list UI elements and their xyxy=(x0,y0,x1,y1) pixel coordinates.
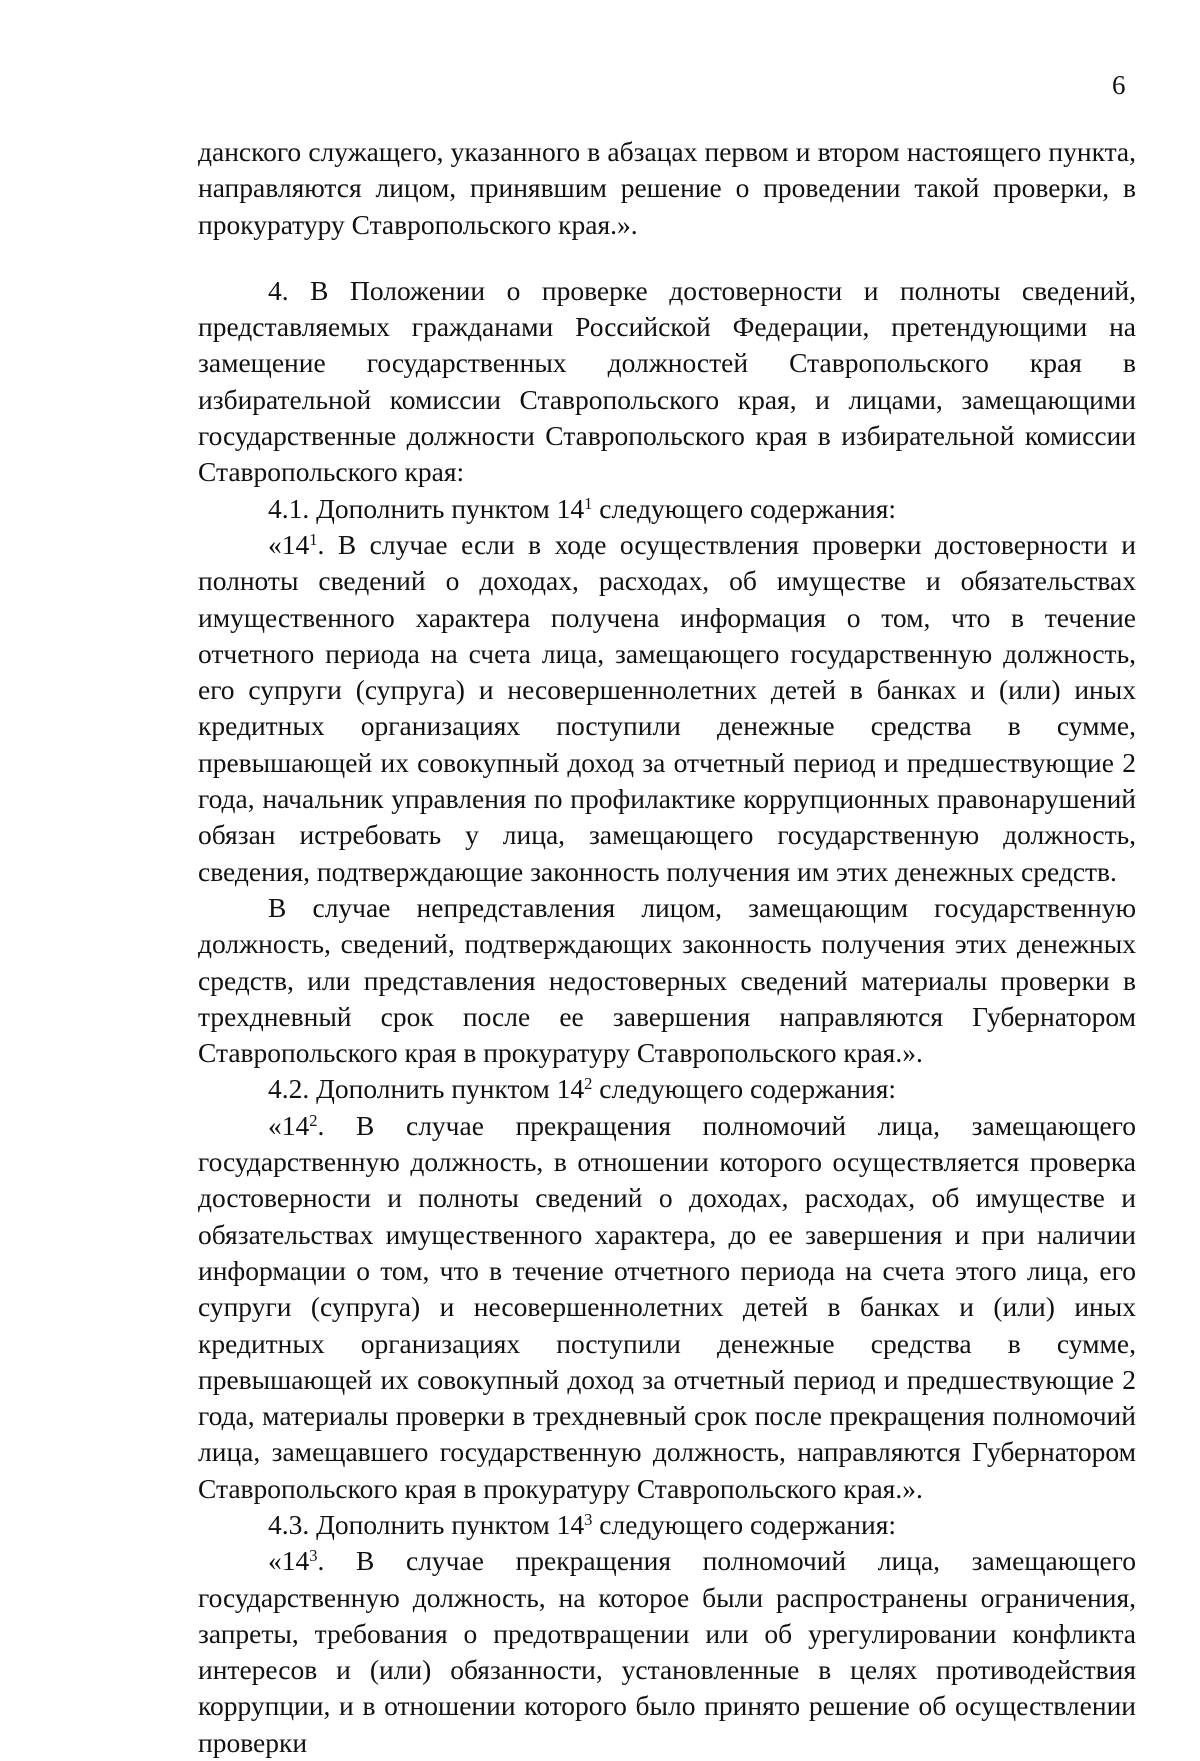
page-number: 6 xyxy=(1112,70,1126,100)
text-part: следующего содержания: xyxy=(592,1508,896,1540)
paragraph-item-4-2 xyxy=(198,1071,1136,1107)
superscript: 3 xyxy=(584,1509,593,1529)
text-part: . В случае если в ходе осуществления проверки достоверности и полноты сведений о доходах, расходах, об имуществе и обязательствах имущественного характера получена информация о том, что в течение отчетного периода на счета лица, замещающего государственную должность, его супруги (супруга) и несовершеннолетних детей в банках и (или) иных кредитных организациях поступили денежные средства в сумме, превышающей их совокупный доход за отчетный период и предшествующие 2 года, начальник управления по профилактике коррупционных правонарушений обязан истребовать у лица, замещающего государственную должность, сведения, подтверждающие законность получения им этих денежных средств. xyxy=(198,528,1136,887)
text-part: 4.1. Дополнить пунктом 14 xyxy=(268,492,585,524)
text-part: «14 xyxy=(268,1109,310,1141)
superscript: 1 xyxy=(584,493,593,513)
superscript: 1 xyxy=(309,529,318,549)
paragraph-clause-14-1-second: В случае непредставления лицом, замещающим государственную должность, сведений, подтверждающих законность получения этих денежных средств, или представления недостоверных сведений материалы проверки в трехдневный срок после ее завершения направляются Губернатором Ставропольского края в прокуратуру Ставропольского края.». xyxy=(198,891,1136,1069)
paragraph-clause-14-1 xyxy=(198,527,1136,890)
text-part: . В случае прекращения полномочий лица, замещающего государственную должность, на которое были распространены ограничения, запреты, требования о предотвращении или об урегулировании конфликта интересов и (или) обязанности, установленные в целях противодействия коррупции, и в отношении которого было принято решение об осуществлении проверки xyxy=(198,1545,1136,1758)
text-part: следующего содержания: xyxy=(592,1073,896,1105)
paragraph-item-4: 4. В Положении о проверке достоверности и полноты сведений, представляемых гражданами Российской Федерации, претендующими на замещение государственных должностей Ставропольского края в избирательной комиссии Ставропольского края, и лицами, замещающими государственные должности Ставропольского края в избирательной комиссии Ставропольского края: xyxy=(198,274,1136,488)
superscript: 2 xyxy=(584,1074,593,1094)
superscript: 2 xyxy=(309,1110,318,1130)
paragraph-clause-14-3 xyxy=(198,1543,1136,1761)
text-part: . В случае прекращения полномочий лица, замещающего государственную должность, в отношении которого осуществляется проверка достоверности и полноты сведений о доходах, расходах, об имуществе и обязательствах имущественного характера, до ее завершения и при наличии информации о том, что в течение отчетного периода на счета этого лица, его супруги (супруга) и несовершеннолетних детей в банках и (или) иных кредитных организациях поступили денежные средства в сумме, превышающей их совокупный доход за отчетный период и предшествующие 2 года, материалы проверки в трехдневный срок после прекращения полномочий лица, замещавшего государственную должность, направляются Губернатором Ставропольского края в прокуратуру Ставропольского края.». xyxy=(198,1109,1136,1504)
superscript: 3 xyxy=(309,1546,318,1566)
paragraph-item-4-3 xyxy=(198,1507,1136,1543)
paragraph-clause-14-2 xyxy=(198,1108,1136,1507)
document-body xyxy=(198,134,1136,1761)
paragraph-item-4-1 xyxy=(198,491,1136,527)
text-part: 4.2. Дополнить пунктом 14 xyxy=(268,1073,585,1105)
text-part: следующего содержания: xyxy=(592,492,896,524)
text-part: «14 xyxy=(268,528,310,560)
paragraph-continuation: данского служащего, указанного в абзацах первом и втором настоящего пункта, направляются лицом, принявшим решение о проведении такой проверки, в прокуратуру Ставропольского края.». xyxy=(198,136,1136,240)
text-part: 4.3. Дополнить пунктом 14 xyxy=(268,1508,585,1540)
text-part: «14 xyxy=(268,1545,310,1577)
